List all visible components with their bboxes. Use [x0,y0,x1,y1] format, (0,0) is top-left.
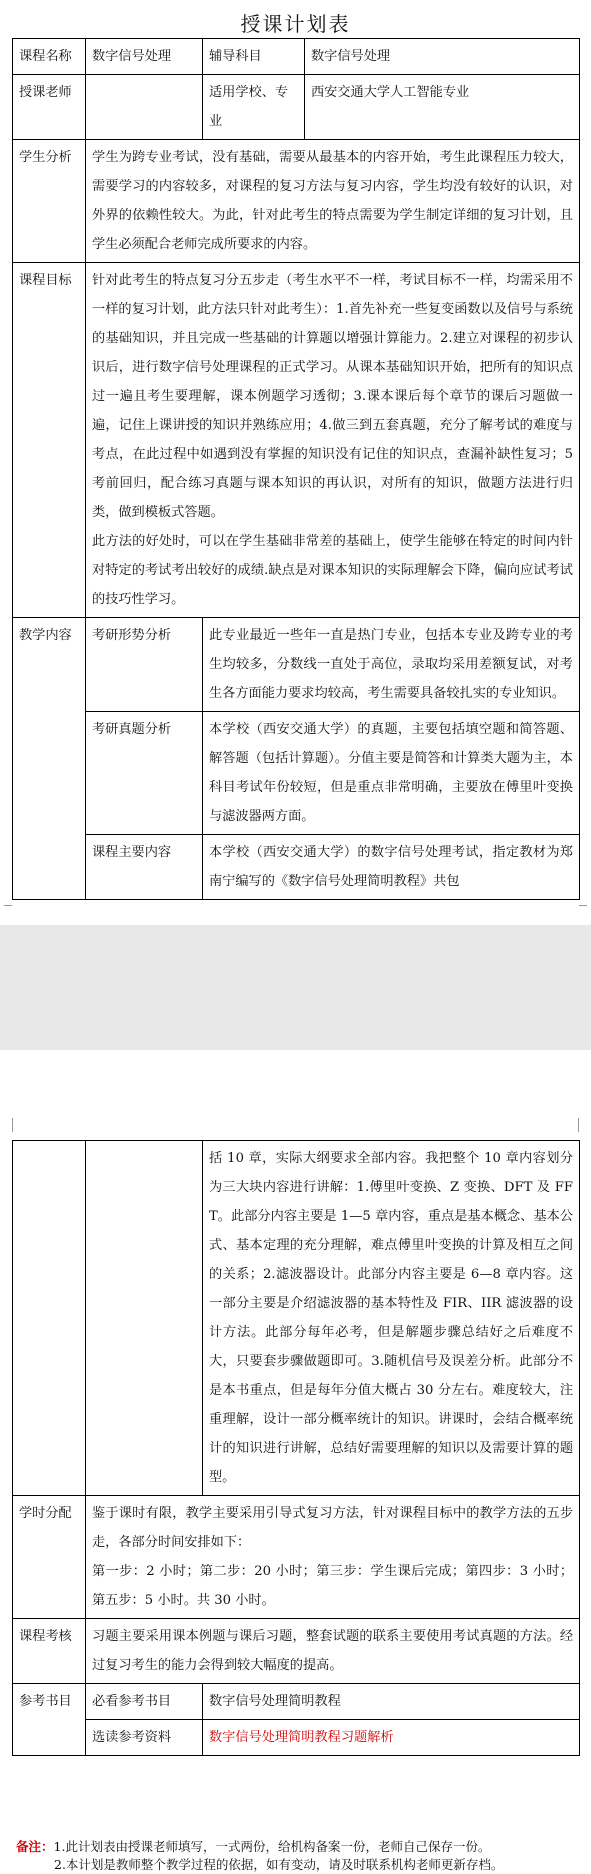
optional-books-value: 数字信号处理简明教程习题解析 [203,1720,580,1756]
table-row [13,263,580,618]
table-row [13,39,580,75]
time-allocation-cell [86,1496,580,1619]
teacher-label: 授课老师 [13,75,86,140]
document-page-2 [0,1050,591,1874]
table-row [13,75,580,140]
course-assessment-label: 课程考核 [13,1619,86,1684]
course-goal-label: 课程目标 [13,263,86,618]
course-goal-text-1: 针对此考生的特点复习分五步走（考生水平不一样，考试目标不一样，均需采用不一样的复习计划，此方法只针对此考生）：1.首先补充一些复变函数以及信号与系统的基础知识，并且完成一些基础的计算题以增强计算能力。2.建立对课程的初步认识后，进行数字信号处理课程的正式学习。从课本基础知识开始，把所有的知识点过一遍且考生要理解，课本例题学习透彻；3.课本课后每个章节的课后习题做一遍，记住上课讲授的知识并熟练应用；4.做三到五套真题，充分了解考试的难度与考点，在此过程中如遇到没有掌握的知识没有记住的知识点，查漏补缺性复习；5考前回归，配合练习真题与课本知识的再认识，对所有的知识，做题方法进行归类，做到模板式答题。 [92,273,573,520]
course-assessment-text: 习题主要采用课本例题与课后习题，整套试题的联系主要使用考试真题的方法。经过复习考生的能力会得到较大幅度的提高。 [86,1619,580,1684]
optional-books-label: 选读参考资料 [86,1720,203,1756]
table-row [13,1684,580,1720]
course-goal-cell [86,263,580,618]
subject-label: 辅导科目 [203,39,305,75]
page-corner-mark [4,905,12,914]
content-continuation-empty [13,1141,86,1496]
main-content-label: 课程主要内容 [86,835,203,900]
note-label: 备注： [16,1839,54,1854]
past-exam-text: 本学校（西安交通大学）的真题，主要包括填空题和简答题、解答题（包括计算题）。分值主要是简答和计算类大题为主，本科目考试年份较短，但是重点非常明确，主要放在傅里叶变换与滤波器两方面。 [203,712,580,835]
content-continuation-empty [86,1141,203,1496]
table-row [13,1141,580,1496]
student-analysis-label: 学生分析 [13,140,86,263]
page-corner-mark [579,905,587,914]
note-line-1: 1.此计划表由授课老师填写，一式两份，给机构备案一份，老师自己保存一份。 [53,1839,491,1854]
school-major-value: 西安交通大学人工智能专业 [305,75,580,140]
table-row [13,1619,580,1684]
table-row [13,712,580,835]
main-content-text-part1: 本学校（西安交通大学）的数字信号处理考试，指定教材为郑南宁编写的《数字信号处理简明教程》共包 [203,835,580,900]
table-row [13,835,580,900]
time-allocation-text-2: 第一步：2 小时；第二步：20 小时；第三步：学生课后完成；第四步：3 小时；第五步：5 小时。共 30 小时。 [92,1564,574,1608]
exam-situation-label: 考研形势分析 [86,618,203,712]
footer-notes [16,1838,581,1874]
subject-value: 数字信号处理 [305,39,580,75]
past-exam-label: 考研真题分析 [86,712,203,835]
school-major-label: 适用学校、专业 [203,75,305,140]
note-line-2: 2.本计划是教师整个教学过程的依据，如有变动，请及时联系机构老师更新存档。 [54,1857,504,1872]
exam-situation-text: 此专业最近一些年一直是热门专业，包括本专业及跨专业的考生均较多，分数线一直处于高位，录取均采用差额复试，对考生各方面能力要求均较高，考生需要具备较扎实的专业知识。 [203,618,580,712]
main-content-text-part2: 括 10 章，实际大纲要求全部内容。我把整个 10 章内容划分为三大块内容进行讲解：1.傅里叶变换、Z 变换、DFT 及 FFT。此部分内容主要是 1—5 章内容，重点是基本概念、基本公式、基本定理的充分理解，难点傅里叶变换的计算及相互之间的关系；2.滤波器设计。此部分内容主要是 6—8 章内容。这一部分主要是介绍滤波器的基本特性及 FIR、IIR 滤波器的设计方法。此部分每年必考，但是解题步骤总结好之后难度不大，只要套步骤做题即可。3.随机信号及误差分析。此部分不是本书重点，但是每年分值大概占 30 分左右。难度较大，注重理解，设计一部分概率统计的知识。讲课时，会结合概率统计的知识进行讲解，总结好需要理解的知识以及需要计算的题型。 [203,1141,580,1496]
teacher-value [86,75,203,140]
required-books-label: 必看参考书目 [86,1684,203,1720]
required-books-value: 数字信号处理简明教程 [203,1684,580,1720]
time-allocation-text-1: 鉴于课时有限，教学主要采用引导式复习方法，针对课程目标中的教学方法的五步走，各部分时间安排如下： [92,1506,574,1550]
reference-books-label: 参考书目 [13,1684,86,1756]
table-row [13,140,580,263]
document-page-1 [0,0,591,925]
table-row [13,618,580,712]
table-row [13,1720,580,1756]
page-corner-mark [4,1118,13,1132]
course-name-label: 课程名称 [13,39,86,75]
page-corner-mark [578,1118,587,1132]
page-gap [0,925,591,1050]
course-goal-text-2: 此方法的好处时，可以在学生基础非常差的基础上，使学生能够在特定的时间内针对特定的考试考出较好的成绩.缺点是对课本知识的实际理解会下降，偏向应试考试的技巧性学习。 [92,534,573,607]
teaching-content-label: 教学内容 [13,618,86,900]
table-row [13,1496,580,1619]
document-title: 授课计划表 [240,12,351,36]
plan-table-page-1 [12,38,580,900]
student-analysis-text: 学生为跨专业考试，没有基础，需要从最基本的内容开始，考生此课程压力较大，需要学习的内容较多，对课程的复习方法与复习内容，学生均没有较好的认识，对外界的依赖性较大。为此，针对此考生的特点需要为学生制定详细的复习计划，且学生必须配合老师完成所要求的内容。 [86,140,580,263]
course-name-value: 数字信号处理 [86,39,203,75]
plan-table-page-2 [12,1140,580,1756]
time-allocation-label: 学时分配 [13,1496,86,1619]
